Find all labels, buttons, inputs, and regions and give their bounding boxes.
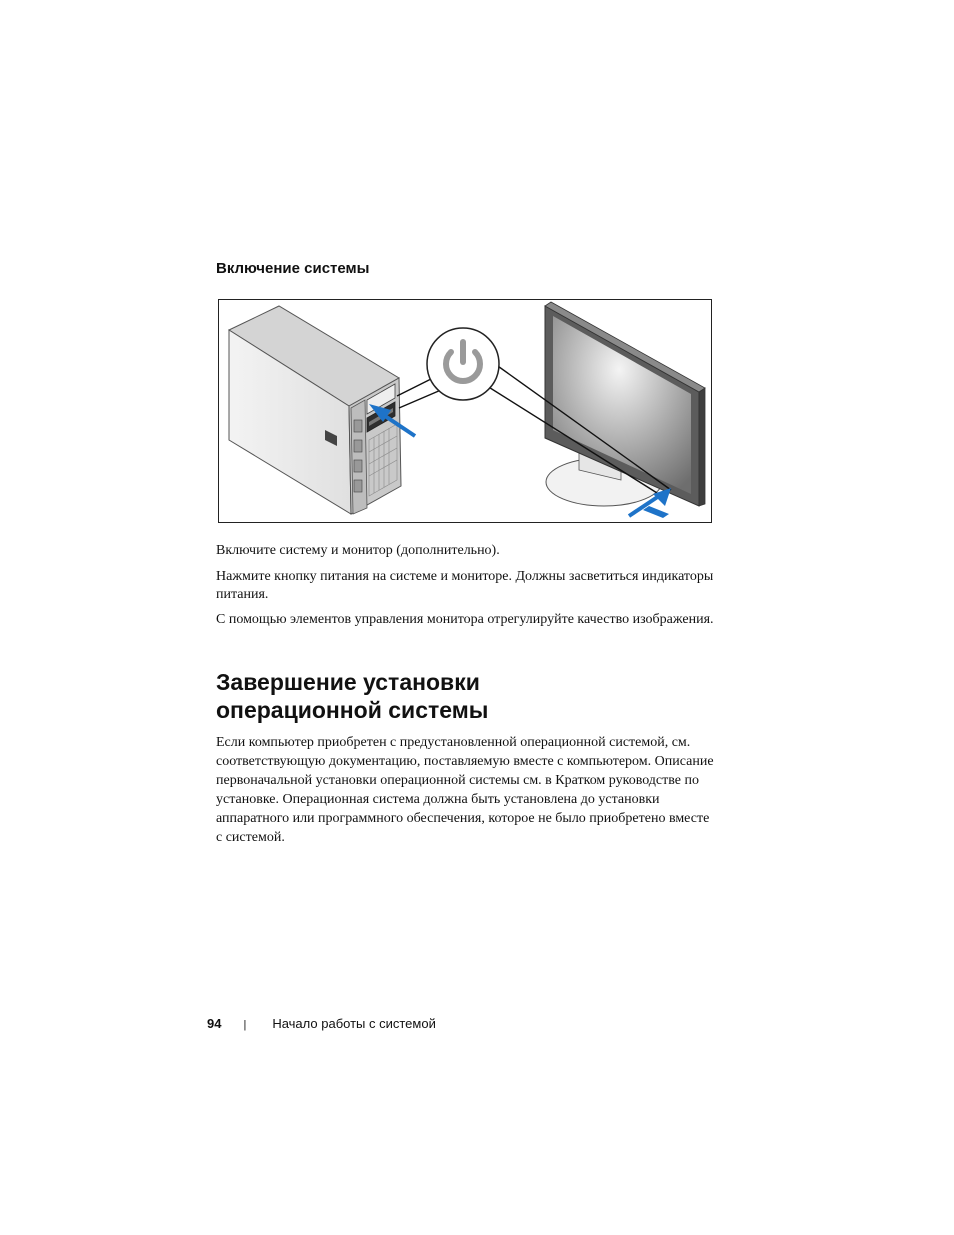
power-callout bbox=[427, 328, 499, 400]
page-footer bbox=[207, 1015, 436, 1034]
power-on-illustration bbox=[218, 299, 712, 523]
chapter-heading bbox=[216, 668, 716, 724]
heading-line: операционной системы bbox=[216, 697, 489, 723]
paragraph: Включите систему и монитор (дополнительно). bbox=[216, 543, 500, 558]
monitor bbox=[545, 302, 705, 518]
body-paragraph: Если компьютер приобретен с предустановленной операционной системой, см. соответствующую документацию, поставляемую вместе с компьютером. Описание первоначальной установки операционной системы см. в Кратком руководстве по установке. Операционная система должна быть установлена до установки аппаратного или программного обеспечения, которое не было приобретено вместе с системой. bbox=[216, 735, 714, 845]
page-number: 94 bbox=[207, 1016, 222, 1031]
footer-separator: | bbox=[243, 1019, 247, 1031]
paragraph: С помощью элементов управления монитора отрегулируйте качество изображения. bbox=[216, 612, 714, 627]
paragraph: Нажмите кнопку питания на системе и мониторе. Должны засветиться индикаторы питания. bbox=[216, 569, 714, 602]
section-heading: Включение системы bbox=[216, 260, 370, 277]
chapter-name: Начало работы с системой bbox=[272, 1016, 436, 1031]
heading-line: Завершение установки bbox=[216, 669, 480, 695]
